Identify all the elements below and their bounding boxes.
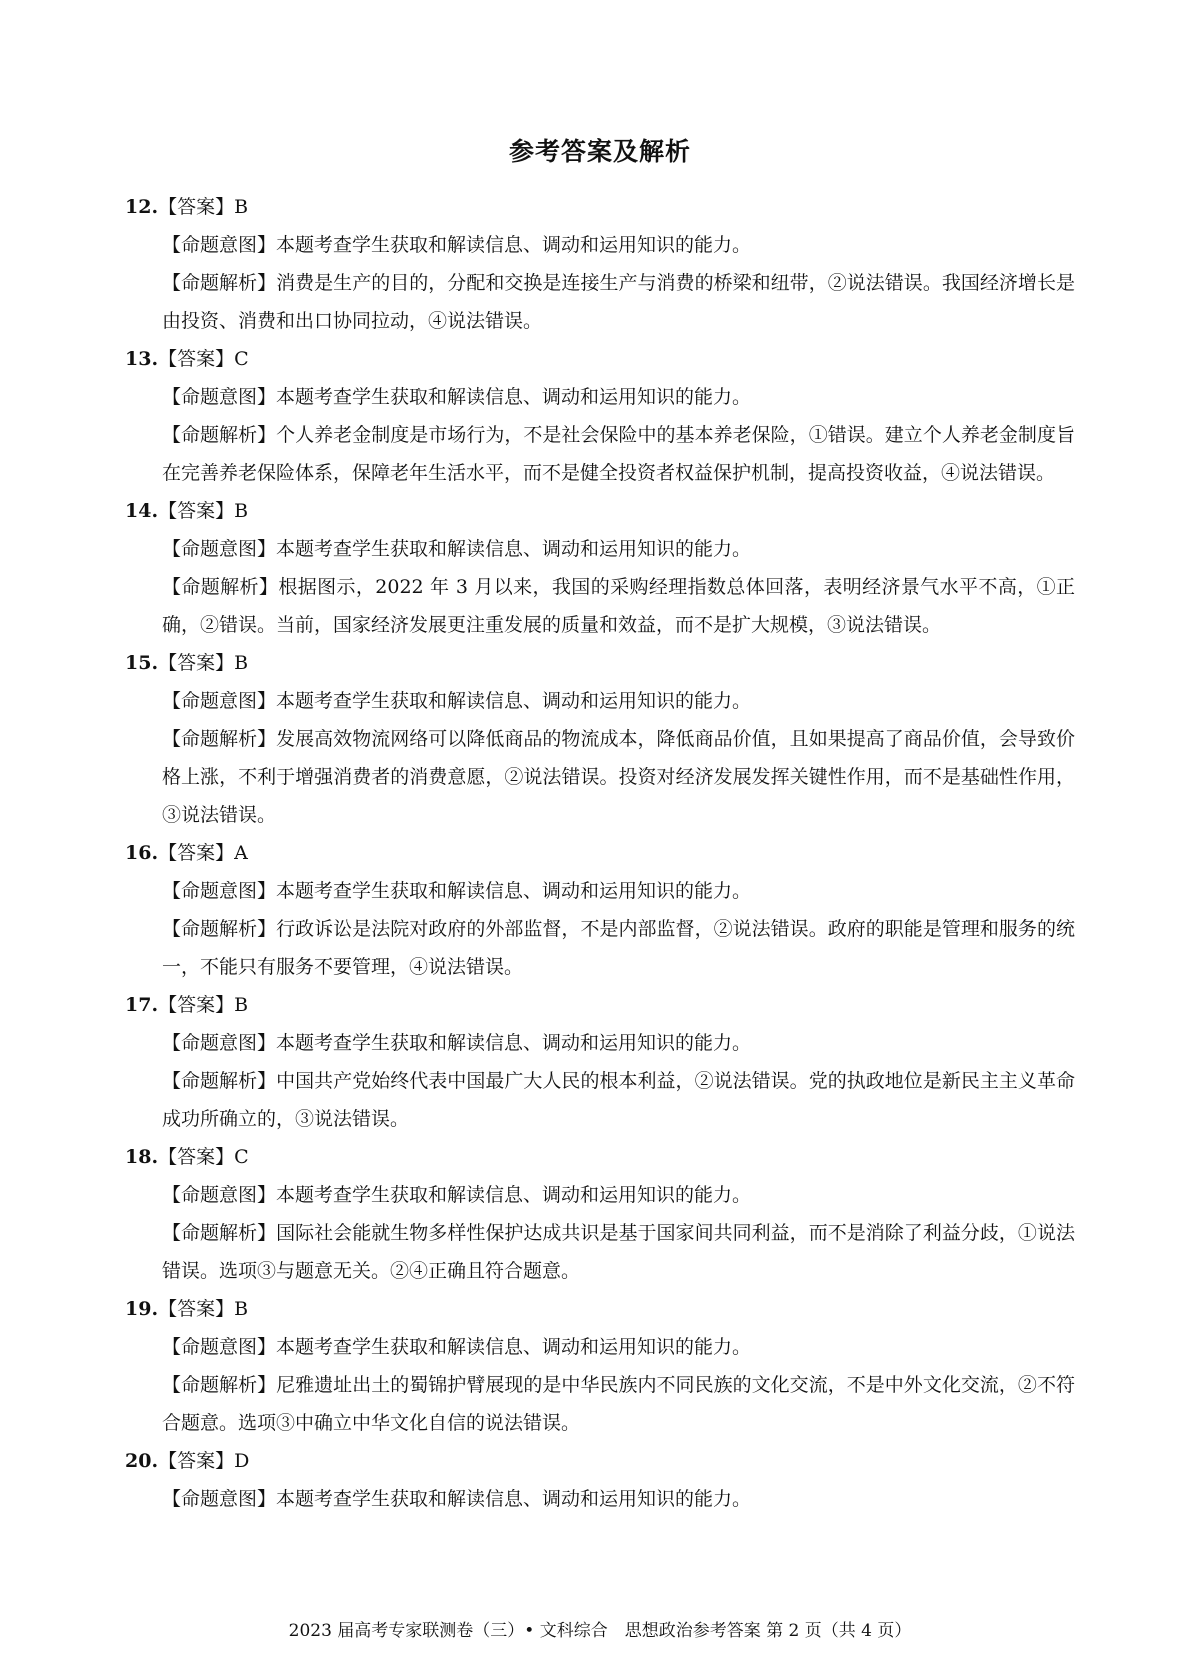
analysis-label: 【命题解析】 xyxy=(162,918,277,940)
intent-paragraph xyxy=(162,1480,1075,1518)
analysis-label: 【命题解析】 xyxy=(162,1374,277,1396)
intent-paragraph xyxy=(162,872,1075,910)
intent-label: 【命题意图】 xyxy=(162,1032,277,1054)
analysis-paragraph xyxy=(162,910,1075,986)
analysis-text: 国际社会能就生物多样性保护达成共识是基于国家间共同利益，而不是消除了利益分歧，①说法错误。选项③与题意无关。②④正确且符合题意。 xyxy=(162,1222,1075,1282)
analysis-paragraph xyxy=(162,1214,1075,1290)
analysis-text: 发展高效物流网络可以降低商品的物流成本，降低商品价值，且如果提高了商品价值，会导致价格上涨，不利于增强消费者的消费意愿，②说法错误。投资对经济发展发挥关键性作用，而不是基础性作用，③说法错误。 xyxy=(162,728,1075,826)
question-number: 13. xyxy=(125,348,159,370)
analysis-paragraph xyxy=(162,1062,1075,1138)
question-number: 18. xyxy=(125,1146,159,1168)
analysis-text: 个人养老金制度是市场行为，不是社会保险中的基本养老保险，①错误。建立个人养老金制度旨在完善养老保险体系，保障老年生活水平，而不是健全投资者权益保护机制，提高投资收益，④说法错误。 xyxy=(162,424,1075,484)
answer-line xyxy=(125,644,1075,682)
intent-text: 本题考查学生获取和解读信息、调动和运用知识的能力。 xyxy=(276,1032,752,1054)
answer-line xyxy=(125,834,1075,872)
intent-paragraph xyxy=(162,530,1075,568)
answer-line xyxy=(125,1442,1075,1480)
intent-text: 本题考查学生获取和解读信息、调动和运用知识的能力。 xyxy=(276,234,752,256)
answer-value: C xyxy=(234,348,249,370)
analysis-paragraph xyxy=(162,720,1075,834)
intent-paragraph xyxy=(162,378,1075,416)
intent-paragraph xyxy=(162,682,1075,720)
analysis-text: 消费是生产的目的，分配和交换是连接生产与消费的桥梁和纽带，②说法错误。我国经济增长是由投资、消费和出口协同拉动，④说法错误。 xyxy=(162,272,1075,332)
intent-label: 【命题意图】 xyxy=(162,1488,277,1510)
question-list xyxy=(125,188,1075,1518)
answer-value: B xyxy=(234,196,249,218)
answer-label: 【答案】 xyxy=(158,1450,235,1472)
question-16 xyxy=(125,834,1075,986)
answer-value: D xyxy=(234,1450,250,1472)
question-number: 15. xyxy=(125,652,159,674)
page-title: 参考答案及解析 xyxy=(508,137,691,166)
answer-value: B xyxy=(234,994,249,1016)
intent-label: 【命题意图】 xyxy=(162,1184,277,1206)
answer-value: A xyxy=(234,842,248,864)
intent-label: 【命题意图】 xyxy=(162,386,277,408)
analysis-paragraph xyxy=(162,416,1075,492)
answer-line xyxy=(125,492,1075,530)
question-20 xyxy=(125,1442,1075,1518)
analysis-label: 【命题解析】 xyxy=(162,1222,277,1244)
answer-label: 【答案】 xyxy=(158,196,235,218)
answer-line xyxy=(125,986,1075,1024)
answer-value: B xyxy=(234,652,249,674)
intent-paragraph xyxy=(162,1176,1075,1214)
answer-label: 【答案】 xyxy=(158,500,235,522)
question-number: 17. xyxy=(125,994,159,1016)
analysis-text: 根据图示，2022 年 3 月以来，我国的采购经理指数总体回落，表明经济景气水平不高，①正确，②错误。当前，国家经济发展更注重发展的质量和效益，而不是扩大规模，③说法错误。 xyxy=(162,576,1075,636)
intent-text: 本题考查学生获取和解读信息、调动和运用知识的能力。 xyxy=(276,1184,752,1206)
answer-value: C xyxy=(234,1146,249,1168)
intent-text: 本题考查学生获取和解读信息、调动和运用知识的能力。 xyxy=(276,690,752,712)
intent-text: 本题考查学生获取和解读信息、调动和运用知识的能力。 xyxy=(276,1488,752,1510)
intent-text: 本题考查学生获取和解读信息、调动和运用知识的能力。 xyxy=(276,880,752,902)
question-number: 20. xyxy=(125,1450,159,1472)
question-15 xyxy=(125,644,1075,834)
intent-paragraph xyxy=(162,1328,1075,1366)
analysis-text: 中国共产党始终代表中国最广大人民的根本利益，②说法错误。党的执政地位是新民主主义革命成功所确立的，③说法错误。 xyxy=(162,1070,1075,1130)
page-footer: 2023 届高考专家联测卷（三）• 文科综合 思想政治参考答案 第 2 页（共 4 页） xyxy=(288,1621,912,1641)
intent-text: 本题考查学生获取和解读信息、调动和运用知识的能力。 xyxy=(276,1336,752,1358)
intent-label: 【命题意图】 xyxy=(162,1336,277,1358)
answer-label: 【答案】 xyxy=(158,994,235,1016)
intent-text: 本题考查学生获取和解读信息、调动和运用知识的能力。 xyxy=(276,386,752,408)
question-number: 16. xyxy=(125,842,159,864)
question-19 xyxy=(125,1290,1075,1442)
analysis-label: 【命题解析】 xyxy=(162,728,277,750)
question-12 xyxy=(125,188,1075,340)
intent-label: 【命题意图】 xyxy=(162,538,277,560)
question-17 xyxy=(125,986,1075,1138)
question-number: 12. xyxy=(125,196,159,218)
intent-label: 【命题意图】 xyxy=(162,234,277,256)
analysis-paragraph xyxy=(162,264,1075,340)
answer-line xyxy=(125,188,1075,226)
answer-label: 【答案】 xyxy=(158,842,235,864)
analysis-label: 【命题解析】 xyxy=(162,272,277,294)
answer-line xyxy=(125,1138,1075,1176)
question-18 xyxy=(125,1138,1075,1290)
analysis-label: 【命题解析】 xyxy=(162,576,279,598)
question-number: 19. xyxy=(125,1298,159,1320)
question-14 xyxy=(125,492,1075,644)
answer-value: B xyxy=(234,500,249,522)
answer-label: 【答案】 xyxy=(158,348,235,370)
answer-label: 【答案】 xyxy=(158,652,235,674)
intent-paragraph xyxy=(162,226,1075,264)
answer-label: 【答案】 xyxy=(158,1298,235,1320)
analysis-text: 尼雅遗址出土的蜀锦护臂展现的是中华民族内不同民族的文化交流，不是中外文化交流，②不符合题意。选项③中确立中华文化自信的说法错误。 xyxy=(162,1374,1075,1434)
analysis-label: 【命题解析】 xyxy=(162,424,277,446)
question-13 xyxy=(125,340,1075,492)
analysis-text: 行政诉讼是法院对政府的外部监督，不是内部监督，②说法错误。政府的职能是管理和服务的统一，不能只有服务不要管理，④说法错误。 xyxy=(162,918,1075,978)
analysis-paragraph xyxy=(162,568,1075,644)
answer-line xyxy=(125,1290,1075,1328)
answer-label: 【答案】 xyxy=(158,1146,235,1168)
intent-paragraph xyxy=(162,1024,1075,1062)
intent-text: 本题考查学生获取和解读信息、调动和运用知识的能力。 xyxy=(276,538,752,560)
answer-line xyxy=(125,340,1075,378)
analysis-label: 【命题解析】 xyxy=(162,1070,277,1092)
intent-label: 【命题意图】 xyxy=(162,690,277,712)
answer-value: B xyxy=(234,1298,249,1320)
intent-label: 【命题意图】 xyxy=(162,880,277,902)
analysis-paragraph xyxy=(162,1366,1075,1442)
question-number: 14. xyxy=(125,500,159,522)
